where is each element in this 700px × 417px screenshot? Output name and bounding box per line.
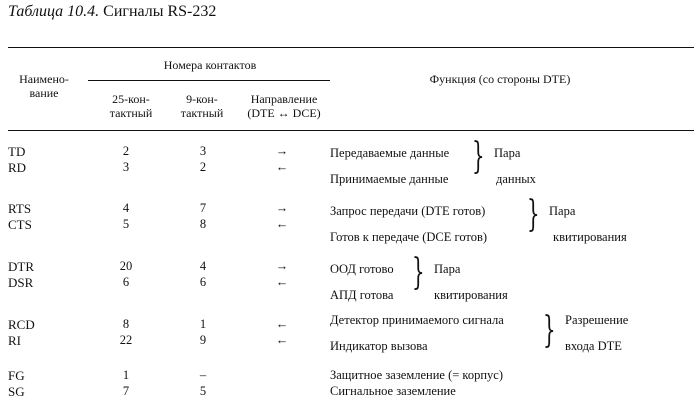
function-text: Готов к передаче (DCE готов)	[330, 230, 488, 244]
direction-arrow: ←	[275, 317, 289, 331]
header-direction-line2: (DTE ↔ DCE)	[247, 106, 321, 120]
direction-arrow: ←	[275, 333, 289, 347]
group-label-line1: Пара	[549, 204, 576, 218]
pin25-value: 6	[122, 275, 130, 289]
direction-arrow: ←	[275, 275, 289, 289]
header-pin9-line1: 9-кон-	[186, 92, 218, 106]
header-rule	[8, 130, 694, 131]
group-label-line2: квитирования	[434, 288, 508, 302]
direction-arrow: ←	[275, 217, 289, 231]
direction-arrow: →	[275, 144, 289, 158]
signal-name: FG	[8, 368, 25, 383]
header-pin25-line2: тактный	[109, 106, 153, 120]
direction-arrow: →	[275, 259, 289, 273]
pin25-value: 20	[119, 259, 133, 273]
header-direction	[234, 92, 334, 120]
signal-name: TD	[8, 144, 26, 159]
pin9-value: –	[199, 368, 207, 382]
group-label-line2: данных	[496, 172, 536, 186]
signal-name: RD	[8, 160, 27, 175]
brace-icon: }	[527, 194, 540, 235]
function-text: Сигнальное заземление	[330, 384, 456, 398]
header-name-line1: Наимено-	[19, 72, 69, 86]
pin25-value: 3	[122, 160, 130, 174]
function-text: Принимаемые данные	[330, 172, 449, 186]
pin9-value: 4	[199, 259, 207, 273]
table-caption	[8, 3, 216, 21]
pin25-value: 5	[122, 217, 130, 231]
pin25-value: 1	[122, 368, 130, 382]
group-rule	[88, 80, 330, 81]
pin25-value: 22	[119, 333, 133, 347]
group-label-line1: Разрешение	[565, 313, 629, 327]
signal-name: DSR	[8, 275, 34, 290]
header-pin25-line1: 25-кон-	[112, 92, 150, 106]
header-contacts-group: Номера контактов	[163, 58, 257, 72]
signal-name: CTS	[8, 217, 32, 232]
function-text: Передаваемые данные	[330, 146, 450, 160]
header-pin9-line2: тактный	[180, 106, 224, 120]
signal-name: RI	[8, 333, 21, 348]
pin9-value: 8	[199, 217, 207, 231]
function-text: Защитное заземление (= корпус)	[330, 368, 503, 382]
signal-name: DTR	[8, 259, 34, 274]
direction-arrow: →	[275, 201, 289, 215]
group-label-line1: Пара	[494, 146, 521, 160]
pin9-value: 9	[199, 333, 207, 347]
header-name-line2: вание	[29, 86, 59, 100]
pin25-value: 4	[122, 201, 130, 215]
brace-icon: }	[472, 136, 485, 177]
header-name	[4, 72, 84, 100]
pin25-value: 2	[122, 144, 130, 158]
pin9-value: 1	[199, 317, 207, 331]
pin9-value: 6	[199, 275, 207, 289]
header-direction-line1: Направление	[250, 92, 318, 106]
pin9-value: 2	[199, 160, 207, 174]
header-pin9	[170, 92, 234, 120]
brace-icon: }	[543, 310, 556, 351]
pin9-value: 7	[199, 201, 207, 215]
signal-name: RTS	[8, 201, 32, 216]
pin9-value: 3	[199, 144, 207, 158]
table-title: Сигналы RS-232	[103, 3, 217, 20]
header-function: Функция (со стороны DTE)	[429, 72, 571, 86]
function-text: ООД готово	[330, 262, 394, 276]
group-label-line2: входа DTE	[565, 339, 622, 353]
function-text: Индикатор вызова	[330, 339, 428, 353]
pin25-value: 8	[122, 317, 130, 331]
group-label-line2: квитирования	[553, 230, 627, 244]
function-text: Детектор принимаемого сигнала	[330, 313, 504, 327]
signal-name: SG	[8, 384, 25, 399]
table-number: Таблица 10.4.	[8, 3, 100, 20]
group-label-line1: Пара	[434, 262, 461, 276]
function-text: Запрос передачи (DTE готов)	[330, 204, 486, 218]
direction-arrow: ←	[275, 160, 289, 174]
signal-name: RCD	[8, 317, 35, 332]
header-pin25	[96, 92, 166, 120]
brace-icon: }	[412, 252, 425, 293]
pin9-value: 5	[199, 384, 207, 398]
pin25-value: 7	[122, 384, 130, 398]
function-text: АПД готова	[330, 288, 394, 302]
top-rule	[8, 47, 694, 48]
